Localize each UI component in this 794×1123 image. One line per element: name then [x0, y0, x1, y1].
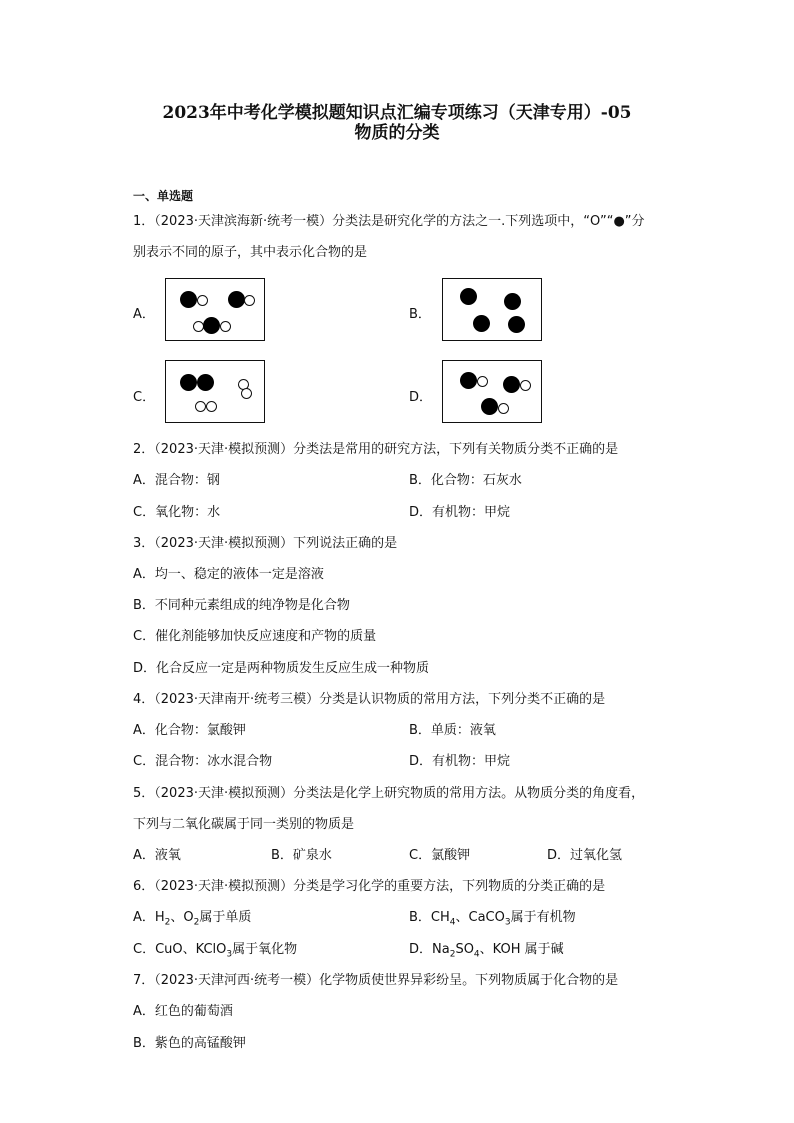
white-atom: [498, 403, 509, 414]
q1-option-c-label[interactable]: C．: [133, 390, 156, 405]
q1-stem-line1: 1．（2023·天津滨海新·统考一模）分类法是研究化学的方法之一.下列选项中，“O”“●”分: [133, 214, 645, 229]
q4-option-d[interactable]: D．有机物：甲烷: [409, 754, 511, 769]
doc-title-line1: 2023年中考化学模拟题知识点汇编专项练习（天津专用）-05: [162, 103, 632, 123]
q5-option-a[interactable]: A．液氧: [133, 848, 181, 863]
q3-option-a[interactable]: A．均一、稳定的液体一定是溶液: [133, 567, 324, 582]
q1-option-d-diagram: [442, 360, 542, 423]
q4-option-a[interactable]: A．化合物：氯酸钾: [133, 723, 246, 738]
black-atom: [508, 316, 525, 333]
q2-option-d[interactable]: D．有机物：甲烷: [409, 505, 511, 520]
white-atom: [520, 380, 531, 391]
q7-option-b[interactable]: B．紫色的高锰酸钾: [133, 1036, 246, 1051]
q1-option-a-label[interactable]: A．: [133, 307, 155, 322]
q5-option-c[interactable]: C．氯酸钾: [409, 848, 471, 863]
q5-option-d[interactable]: D．过氧化氢: [547, 848, 623, 863]
q4-option-b[interactable]: B．单质：液氧: [409, 723, 496, 738]
black-atom: [504, 293, 521, 310]
q5-stem-line1: 5．（2023·天津·模拟预测）分类法是化学上研究物质的常用方法。从物质分类的角度看，: [133, 786, 645, 801]
black-atom: [180, 291, 197, 308]
q7-stem: 7．（2023·天津河西·统考一模）化学物质使世界异彩纷呈。下列物质属于化合物的是: [133, 973, 619, 988]
q4-option-c[interactable]: C．混合物：冰水混合物: [133, 754, 273, 769]
white-atom: [244, 295, 255, 306]
q2-option-b[interactable]: B．化合物：石灰水: [409, 473, 522, 488]
q3-option-b[interactable]: B．不同种元素组成的纯净物是化合物: [133, 598, 350, 613]
q7-option-a[interactable]: A．红色的葡萄酒: [133, 1004, 233, 1019]
black-atom: [481, 398, 498, 415]
white-atom: [195, 401, 206, 412]
black-atom: [203, 317, 220, 334]
q6-option-b[interactable]: B．$CH_4$、CaCO$_3$属于有机物: [409, 910, 576, 928]
q3-option-c[interactable]: C．催化剂能够加快反应速度和产物的质量: [133, 629, 377, 644]
q4-stem: 4．（2023·天津南开·统考三模）分类是认识物质的常用方法，下列分类不正确的是: [133, 692, 606, 707]
q2-option-a[interactable]: A．混合物：钢: [133, 473, 220, 488]
white-atom: [477, 376, 488, 387]
q1-option-b-diagram: [442, 278, 542, 341]
q1-stem-line2: 别表示不同的原子，其中表示化合物的是: [133, 245, 368, 260]
white-atom: [241, 388, 252, 399]
q1-option-a-diagram: [165, 278, 265, 341]
q2-option-c[interactable]: C．氧化物：水: [133, 505, 221, 520]
white-atom: [220, 321, 231, 332]
doc-title-line2: 物质的分类: [354, 123, 440, 143]
q3-stem: 3．（2023·天津·模拟预测）下列说法正确的是: [133, 536, 398, 551]
q5-stem-line2: 下列与二氧化碳属于同一类别的物质是: [133, 817, 355, 832]
white-atom: [206, 401, 217, 412]
black-atom: [460, 288, 477, 305]
q3-option-d[interactable]: D．化合反应一定是两种物质发生反应生成一种物质: [133, 661, 430, 676]
black-atom: [197, 374, 214, 391]
black-atom: [228, 291, 245, 308]
section-heading: 一、单选题: [133, 189, 194, 203]
black-atom: [180, 374, 197, 391]
q6-option-c[interactable]: C．CuO、KClO$_3$属于氧化物: [133, 942, 298, 960]
q6-stem: 6．（2023·天津·模拟预测）分类是学习化学的重要方法，下列物质的分类正确的是: [133, 879, 606, 894]
white-atom: [197, 295, 208, 306]
q1-option-b-label[interactable]: B．: [409, 307, 431, 322]
q1-option-d-label[interactable]: D．: [409, 390, 433, 405]
q5-option-b[interactable]: B．矿泉水: [271, 848, 332, 863]
black-atom: [460, 372, 477, 389]
black-atom: [473, 315, 490, 332]
q6-option-d[interactable]: D．$Na_2SO_4$、KOH 属于碱: [409, 942, 564, 960]
black-atom: [503, 376, 520, 393]
q6-option-a[interactable]: A．$H_2$、$O_2$属于单质: [133, 910, 252, 928]
q2-stem: 2．（2023·天津·模拟预测）分类法是常用的研究方法，下列有关物质分类不正确的是: [133, 442, 619, 457]
q1-option-c-diagram: [165, 360, 265, 423]
